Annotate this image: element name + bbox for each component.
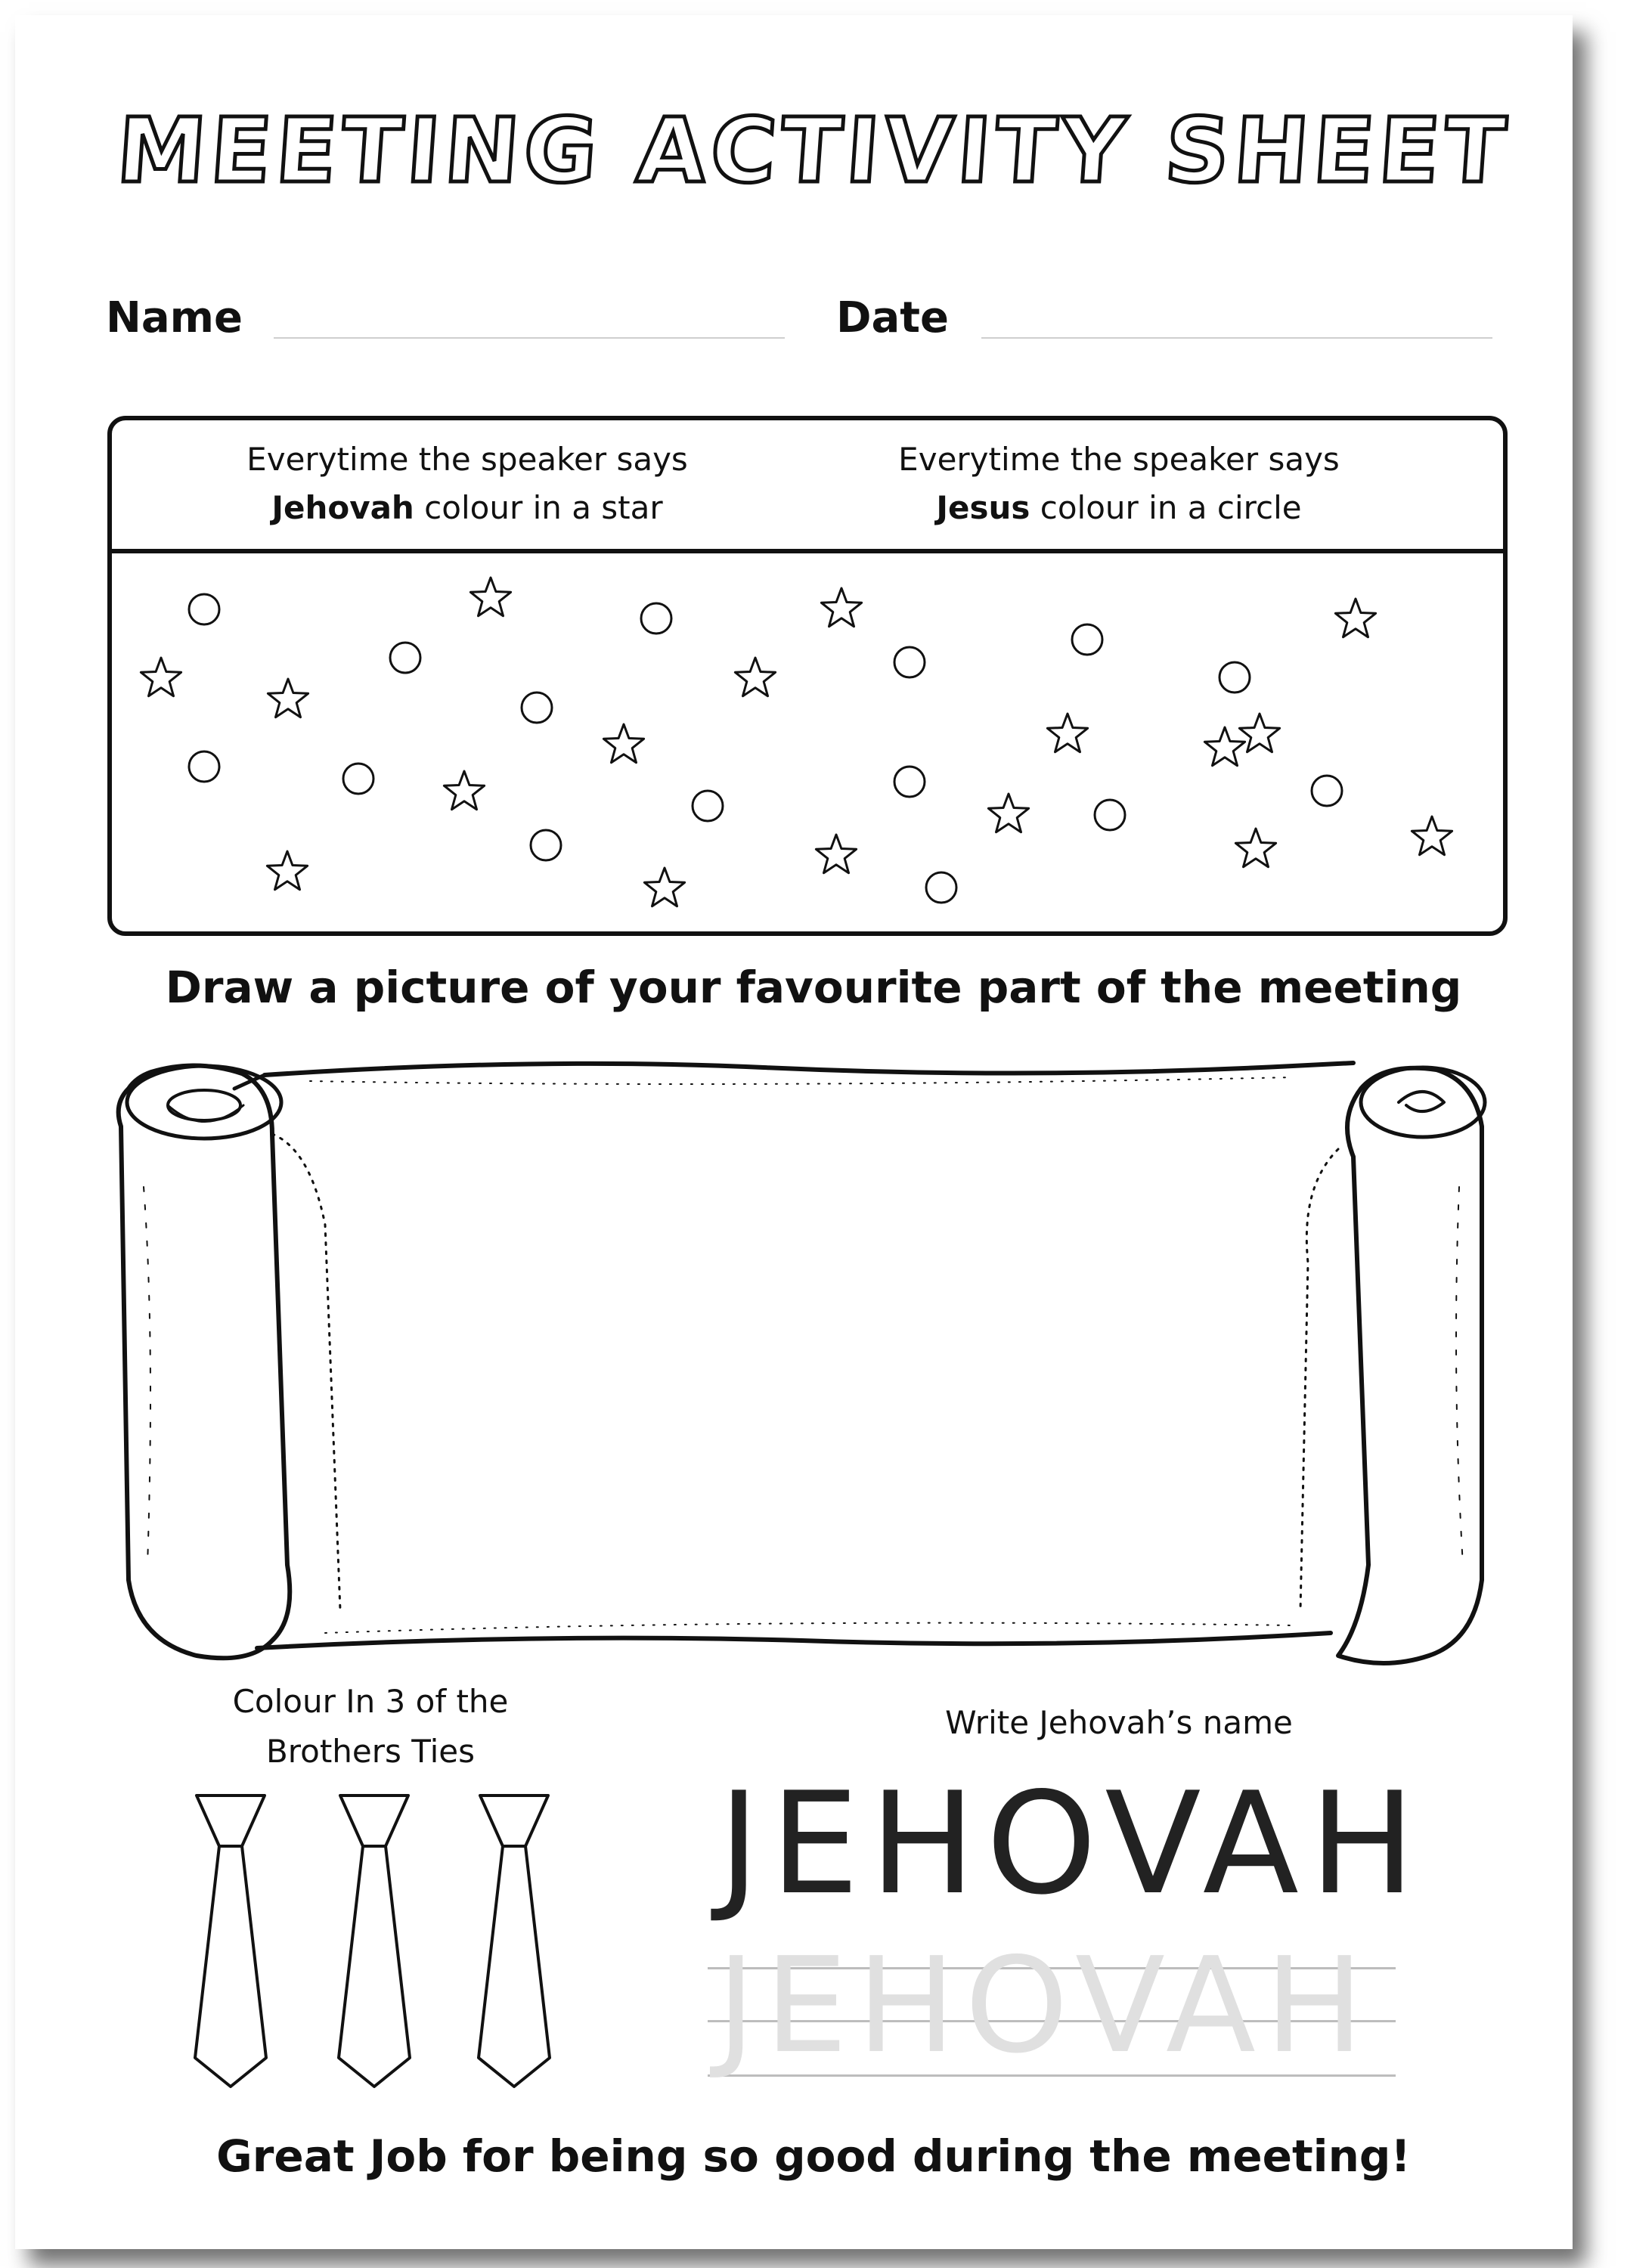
scroll-drawing-area[interactable]: [83, 1036, 1520, 1693]
star-shape[interactable]: [988, 794, 1028, 832]
circle-shape[interactable]: [1072, 624, 1102, 655]
ties-instruction: [181, 1677, 559, 1777]
star-shape[interactable]: [816, 835, 856, 873]
circle-shape[interactable]: [531, 830, 561, 860]
circle-shape[interactable]: [894, 767, 925, 797]
star-instruction-rest: colour in a star: [414, 489, 663, 526]
star-shape[interactable]: [1235, 829, 1275, 867]
star-shape[interactable]: [267, 851, 307, 890]
circle-shape[interactable]: [1095, 800, 1125, 830]
star-shape[interactable]: [444, 771, 484, 810]
star-shape[interactable]: [735, 658, 775, 696]
star-shape[interactable]: [603, 724, 643, 763]
ties-instruction-line2: Brothers Ties: [265, 1733, 476, 1770]
jehovah-trace-word[interactable]: JEHOVAH: [717, 1929, 1373, 2083]
circle-shape[interactable]: [189, 751, 219, 782]
date-label: Date: [836, 293, 950, 342]
circle-shape[interactable]: [343, 764, 373, 794]
circle-shape[interactable]: [189, 594, 219, 624]
star-shape[interactable]: [268, 679, 308, 717]
write-name-label: Write Jehovah’s name: [945, 1704, 1293, 1741]
draw-heading: Draw a picture of your favourite part of the meeting: [165, 962, 1462, 1013]
circle-shape[interactable]: [1219, 662, 1250, 692]
ties-instruction-line1: Colour In 3 of the: [232, 1683, 509, 1720]
tie-2[interactable]: [339, 1796, 410, 2087]
circle-instruction-rest: colour in a circle: [1030, 489, 1302, 526]
circle-instruction-line1: Everytime the speaker says: [898, 441, 1340, 478]
sheet-title: MEETING ACTIVITY SHEET: [113, 98, 1514, 203]
star-shape[interactable]: [1335, 599, 1375, 637]
circle-shape[interactable]: [894, 647, 925, 677]
footer-message: Great Job for being so good during the meeting!: [216, 2130, 1411, 2182]
star-shape[interactable]: [1412, 816, 1452, 855]
jehovah-keyword: Jehovah: [271, 489, 414, 526]
jehovah-word: JEHOVAH: [718, 1761, 1426, 1926]
tie-3[interactable]: [479, 1796, 550, 2087]
circle-shape[interactable]: [641, 603, 671, 634]
star-shape[interactable]: [1204, 727, 1244, 766]
star-instruction-line1: Everytime the speaker says: [246, 441, 688, 478]
star-shape[interactable]: [1239, 714, 1279, 752]
circle-shape[interactable]: [693, 791, 723, 821]
star-shape[interactable]: [470, 578, 510, 616]
ties-group: [181, 1792, 590, 2094]
star-shape[interactable]: [141, 658, 181, 696]
circle-shape[interactable]: [522, 692, 552, 723]
circle-shape[interactable]: [1312, 776, 1342, 806]
star-shape[interactable]: [644, 868, 684, 906]
circle-shape[interactable]: [926, 872, 956, 903]
name-label: Name: [106, 293, 243, 342]
star-shape[interactable]: [821, 588, 861, 627]
circle-shape[interactable]: [390, 643, 420, 673]
jesus-keyword: Jesus: [936, 489, 1030, 526]
tie-1[interactable]: [195, 1796, 266, 2087]
star-shape[interactable]: [1047, 714, 1087, 752]
